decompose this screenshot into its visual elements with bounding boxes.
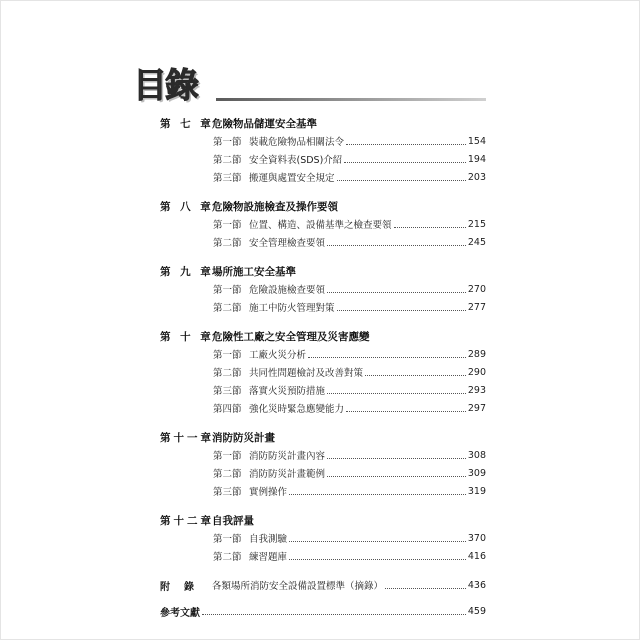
- section-number: 第二節: [213, 238, 242, 249]
- section-number: 第四節: [213, 404, 242, 415]
- section-page-number: 270: [467, 283, 486, 295]
- section-entry[interactable]: [213, 298, 486, 316]
- section-entry[interactable]: [213, 529, 486, 547]
- section-title: 實例操作: [249, 487, 288, 498]
- title-underline: [216, 98, 486, 101]
- chapter-number: 第 十 章: [160, 330, 214, 343]
- chapter-heading[interactable]: [160, 511, 486, 529]
- chapter-title: 自我評量: [212, 514, 254, 527]
- section-page-number: 215: [467, 218, 486, 230]
- section-entry[interactable]: [213, 345, 486, 363]
- leader-dots: [337, 180, 466, 181]
- section-number: 第二節: [213, 368, 242, 379]
- section-title: 位置、構造、設備基準之檢查要領: [249, 220, 392, 231]
- leader-dots: [289, 559, 466, 560]
- chapter-block: [160, 428, 486, 500]
- section-entry[interactable]: [213, 399, 486, 417]
- section-entry[interactable]: [213, 381, 486, 399]
- section-title: 自我測驗: [249, 534, 288, 545]
- chapter-number: 第 九 章: [160, 265, 214, 278]
- section-entry[interactable]: [213, 132, 486, 150]
- chapter-list: [160, 114, 486, 565]
- section-number: 第一節: [213, 451, 242, 462]
- section-page-number: 194: [467, 153, 486, 165]
- section-page-number: 416: [467, 550, 486, 562]
- leader-dots: [308, 357, 466, 358]
- leader-dots: [289, 494, 466, 495]
- chapter-title: 危險性工廠之安全管理及災害應變: [212, 330, 370, 343]
- leader-dots: [346, 411, 466, 412]
- section-number: 第二節: [213, 552, 242, 563]
- section-number: 第二節: [213, 469, 242, 480]
- section-number: 第二節: [213, 155, 242, 166]
- section-number: 第一節: [213, 350, 242, 361]
- section-page-number: 297: [467, 402, 486, 414]
- section-number: 第三節: [213, 386, 242, 397]
- section-entry[interactable]: [213, 150, 486, 168]
- section-page-number: 154: [467, 135, 486, 147]
- leader-dots: [327, 476, 466, 477]
- leader-dots: [327, 245, 466, 246]
- section-entry[interactable]: [213, 215, 486, 233]
- leader-dots: [385, 588, 466, 589]
- section-entry[interactable]: [213, 280, 486, 298]
- section-title: 危險設施檢查要領: [249, 285, 326, 296]
- section-number: 第三節: [213, 487, 242, 498]
- chapter-title: 消防防災計畫: [212, 431, 275, 444]
- appendix-title: 各類場所消防安全設備設置標準（摘錄）: [212, 581, 384, 592]
- chapter-heading[interactable]: [160, 197, 486, 215]
- chapter-heading[interactable]: [160, 428, 486, 446]
- leader-dots: [289, 541, 466, 542]
- appendix-label: 附錄: [160, 581, 208, 593]
- leader-dots: [202, 614, 466, 615]
- section-title: 消防防災計畫內容: [249, 451, 326, 462]
- chapter-number: 第 七 章: [160, 117, 214, 130]
- section-title: 安全資料表(SDS)介紹: [249, 155, 343, 166]
- section-title: 消防防災計畫範例: [249, 469, 326, 480]
- section-title: 強化災時緊急應變能力: [249, 404, 345, 415]
- section-number: 第一節: [213, 137, 242, 148]
- section-page-number: 289: [467, 348, 486, 360]
- leader-dots: [327, 458, 466, 459]
- appendix-page: 436: [467, 579, 486, 591]
- section-number: 第二節: [213, 303, 242, 314]
- section-page-number: 245: [467, 236, 486, 248]
- leader-dots: [327, 292, 466, 293]
- section-number: 第一節: [213, 534, 242, 545]
- chapter-number: 第十二章: [160, 514, 214, 527]
- section-entry[interactable]: [213, 168, 486, 186]
- leader-dots: [327, 393, 466, 394]
- chapter-block: [160, 197, 486, 251]
- section-title: 工廠火災分析: [249, 350, 307, 361]
- chapter-heading[interactable]: [160, 114, 486, 132]
- section-title: 共同性問題檢討及改善對策: [249, 368, 364, 379]
- chapter-title: 場所施工安全基準: [212, 265, 296, 278]
- chapter-number: 第 八 章: [160, 200, 214, 213]
- section-number: 第三節: [213, 173, 242, 184]
- section-title: 練習題庫: [249, 552, 288, 563]
- table-of-contents: [160, 114, 486, 620]
- section-title: 安全管理檢查要領: [249, 238, 326, 249]
- section-page-number: 309: [467, 467, 486, 479]
- section-number: 第一節: [213, 220, 242, 231]
- leader-dots: [346, 144, 466, 145]
- section-title: 落實火災預防措施: [249, 386, 326, 397]
- chapter-block: [160, 114, 486, 186]
- toc-heading: [133, 66, 197, 106]
- leader-dots: [365, 375, 466, 376]
- leader-dots: [344, 162, 466, 163]
- chapter-number: 第十一章: [160, 431, 214, 444]
- section-entry[interactable]: [213, 233, 486, 251]
- section-page-number: 370: [467, 532, 486, 544]
- section-page-number: 308: [467, 449, 486, 461]
- section-title: 搬運與處置安全規定: [249, 173, 335, 184]
- section-page-number: 290: [467, 366, 486, 378]
- chapter-heading[interactable]: [160, 327, 486, 345]
- toc-title: 目錄: [133, 66, 197, 106]
- section-page-number: 203: [467, 171, 486, 183]
- section-entry[interactable]: [213, 363, 486, 381]
- chapter-block: [160, 262, 486, 316]
- section-entry[interactable]: [213, 446, 486, 464]
- chapter-block: [160, 511, 486, 565]
- chapter-title: 危險物品儲運安全基準: [212, 117, 317, 130]
- references-label: 參考文獻: [160, 607, 200, 619]
- section-number: 第一節: [213, 285, 242, 296]
- section-page-number: 277: [467, 301, 486, 313]
- chapter-block: [160, 327, 486, 417]
- leader-dots: [337, 310, 466, 311]
- section-page-number: 293: [467, 384, 486, 396]
- section-entry[interactable]: [213, 547, 486, 565]
- appendix-entry[interactable]: [160, 576, 486, 594]
- section-page-number: 319: [467, 485, 486, 497]
- section-title: 裝載危險物品相關法令: [249, 137, 345, 148]
- chapter-title: 危險物設施檢查及操作要領: [212, 200, 338, 213]
- section-title: 施工中防火管理對策: [249, 303, 335, 314]
- chapter-heading[interactable]: [160, 262, 486, 280]
- references-page: 459: [467, 605, 486, 617]
- leader-dots: [394, 227, 466, 228]
- references-entry[interactable]: [160, 602, 486, 620]
- section-entry[interactable]: [213, 464, 486, 482]
- section-entry[interactable]: [213, 482, 486, 500]
